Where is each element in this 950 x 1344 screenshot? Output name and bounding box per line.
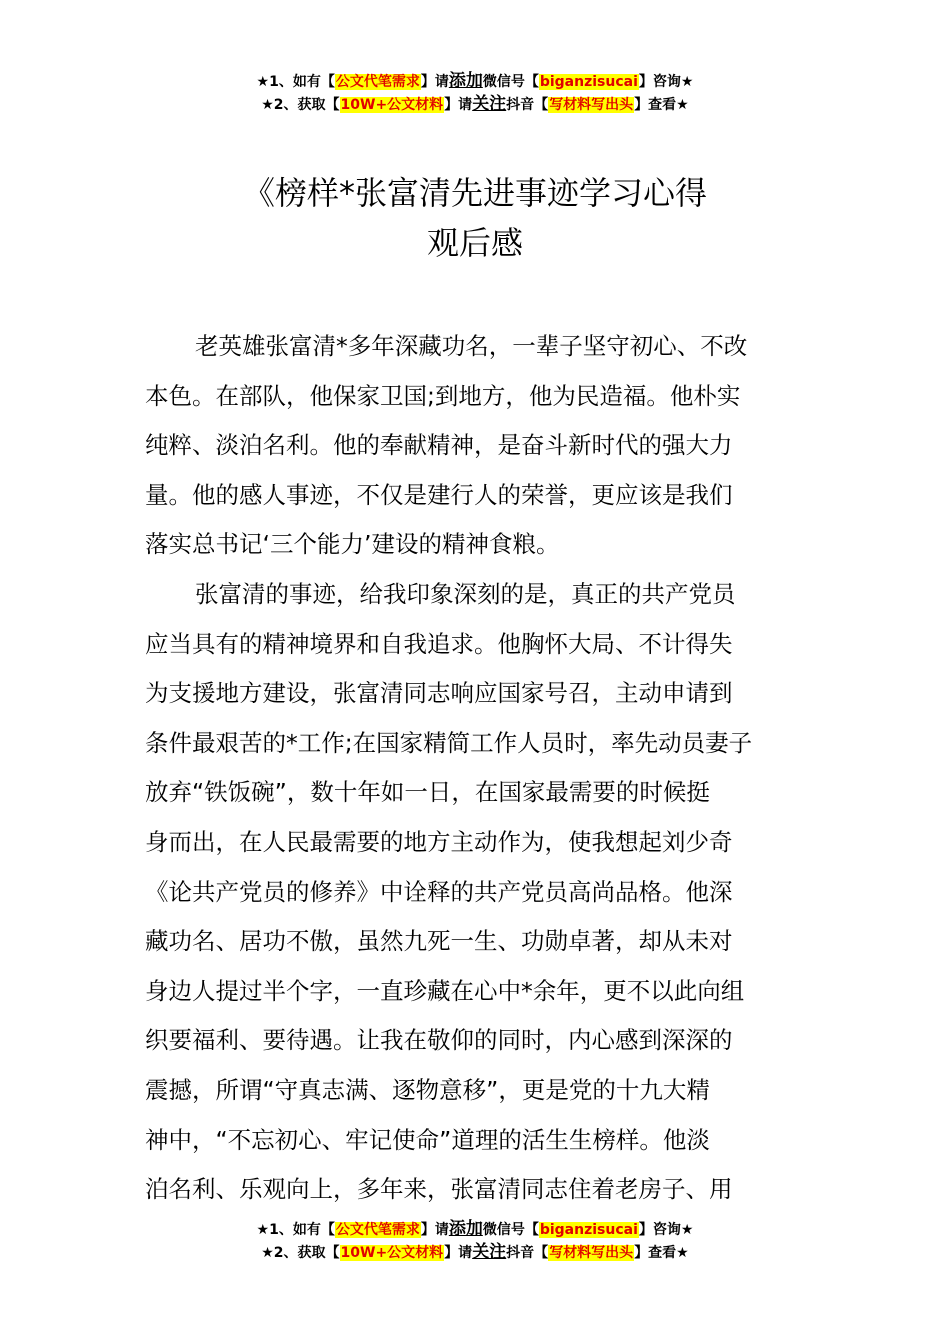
banner-text: 】咨询★: [638, 74, 694, 90]
body-line: 纯粹、淡泊名利。他的奉献精神，是奋斗新时代的强大力: [145, 431, 733, 460]
banner-text: ★1、如有【: [256, 1222, 335, 1238]
banner-text: ★2、获取【: [261, 97, 340, 113]
document-body: [145, 322, 807, 1215]
body-line: 震撼，所谓“守真志满、逐物意移”，更是党的十九大精: [145, 1075, 710, 1104]
body-line: 落实总书记‘三个能力’建设的精神食粮。: [145, 530, 560, 559]
highlight-douyin-account: 写材料写出头: [549, 97, 634, 113]
body-line: 《论共产党员的修养》中诠释的共产党员高尚品格。他深: [145, 877, 733, 906]
banner-text: 抖音【: [506, 97, 549, 113]
highlight-douyin-account: 写材料写出头: [549, 1245, 634, 1261]
title-line-2: 观后感: [426, 224, 523, 262]
body-line: 应当具有的精神境界和自我追求。他胸怀大局、不计得失: [145, 629, 733, 658]
body-line: 本色。在部队，他保家卫国;到地方，他为民造福。他朴实: [145, 381, 741, 410]
body-line: 织要福利、要待遇。让我在敬仰的同时，内心感到深深的: [145, 1026, 733, 1055]
banner-text: 】请: [444, 97, 473, 113]
banner-line-2: [0, 93, 950, 116]
body-line: 藏功名、居功不傲，虽然九死一生、功勋卓著，却从未对: [145, 927, 733, 956]
body-line: 张富清的事迹，给我印象深刻的是，真正的共产党员: [195, 579, 736, 608]
body-line: 量。他的感人事迹，不仅是建行人的荣誉，更应该是我们: [145, 480, 733, 509]
footer-banner: [0, 1218, 950, 1264]
banner-text: 】查看★: [634, 1245, 689, 1261]
banner-text: 微信号【: [482, 1222, 539, 1238]
body-line: 身而出，在人民最需要的地方主动作为，使我想起刘少奇: [145, 827, 733, 856]
highlight-materials: 10W+公文材料: [340, 1245, 444, 1261]
body-line: 条件最艰苦的*工作;在国家精简工作人员时，率先动员妻子: [145, 728, 753, 757]
highlight-wechat-id: biganzisucai: [539, 74, 638, 90]
underlined-follow: 关注: [472, 1242, 507, 1262]
body-line: 身边人提过半个字，一直珍藏在心中*余年，更不以此向组: [145, 976, 745, 1005]
banner-text: 】请: [444, 1245, 473, 1261]
document-title: [0, 168, 950, 268]
banner-text: ★1、如有【: [256, 74, 335, 90]
underlined-add: 添加: [448, 1219, 483, 1239]
body-line: 放弃“铁饭碗”，数十年如一日，在国家最需要的时候挺: [145, 778, 710, 807]
highlight-ghostwriting: 公文代笔需求: [335, 74, 420, 90]
highlight-materials: 10W+公文材料: [340, 97, 444, 113]
banner-line-1: [0, 1218, 950, 1241]
body-line: 神中，“不忘初心、牢记使命”道理的活生生榜样。他淡: [145, 1125, 710, 1154]
banner-text: 】请: [420, 74, 449, 90]
body-line: 老英雄张富清*多年深藏功名，一辈子坚守初心、不改: [195, 332, 748, 360]
banner-text: 】查看★: [634, 97, 689, 113]
underlined-follow: 关注: [472, 94, 507, 114]
banner-text: 】请: [420, 1222, 449, 1238]
title-line-1: 《榜样*张富清先进事迹学习心得: [242, 174, 707, 212]
banner-text: 微信号【: [482, 74, 539, 90]
highlight-wechat-id: biganzisucai: [539, 1222, 638, 1238]
banner-text: 】咨询★: [638, 1222, 694, 1238]
underlined-add: 添加: [448, 71, 483, 91]
body-line: 泊名利、乐观向上，多年来，张富清同志住着老房子、用: [145, 1175, 733, 1204]
banner-line-1: [0, 70, 950, 93]
header-banner: [0, 70, 950, 116]
body-line: 为支援地方建设，张富清同志响应国家号召，主动申请到: [145, 679, 733, 708]
banner-text: ★2、获取【: [261, 1245, 340, 1261]
highlight-ghostwriting: 公文代笔需求: [335, 1222, 420, 1238]
banner-text: 抖音【: [506, 1245, 549, 1261]
banner-line-2: [0, 1241, 950, 1264]
